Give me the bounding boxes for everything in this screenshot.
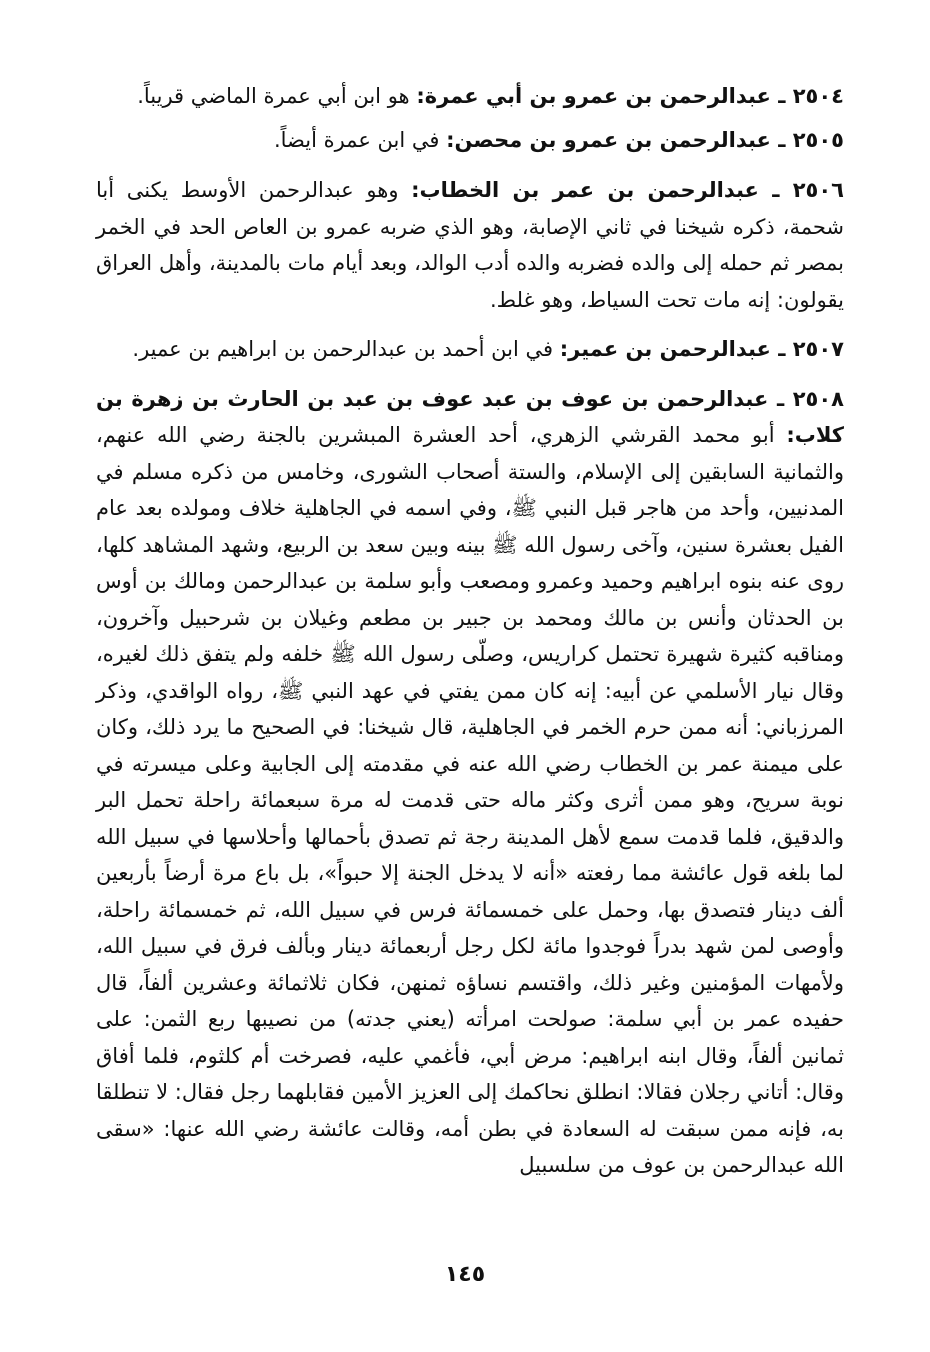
entry-2506: ٢٥٠٦ ـ عبدالرحمن بن عمر بن الخطاب: وهو عبدالرحمن الأوسط يكنى أبا شحمة، ذكره شيخنا في ثاني الإصابة، وهو الذي ضربه عمرو بن العاص الحد في الخمر بمصر ثم حمله إلى والده فضربه والده أدب الوالد، وبعد أيام مات بالمدينة، وأهل العراق يقولون: إنه مات تحت السياط، وهو غلط. xyxy=(96,178,844,312)
entry-number: ٢٥٠٨ xyxy=(792,386,844,411)
entry-2505: ٢٥٠٥ ـ عبدالرحمن بن عمرو بن محصن: في ابن عمرة أيضاً. xyxy=(273,127,844,152)
entry-number: ٢٥٠٧ xyxy=(792,337,844,361)
entry-2507: ٢٥٠٧ ـ عبدالرحمن بن عمير: في ابن أحمد بن عبدالرحمن بن ابراهيم بن عمير. xyxy=(132,337,844,361)
page-number: ١٤٥ xyxy=(444,1262,486,1287)
entry-text: هو ابن أبي عمرة الماضي قريباً. xyxy=(137,84,410,108)
entry-2504: ٢٥٠٤ ـ عبدالرحمن بن عمرو بن أبي عمرة: هو ابن أبي عمرة الماضي قريباً. xyxy=(137,84,844,108)
entry-name: عبدالرحمن بن عوف بن عبد عوف بن عبد بن الحارث بن زهرة بن كلاب: xyxy=(96,386,844,447)
entry-text: في ابن عمرة أيضاً. xyxy=(273,127,440,152)
entry-name: عبدالرحمن بن عمر بن الخطاب: xyxy=(411,178,759,202)
entry-2508: ٢٥٠٨ ـ عبدالرحمن بن عوف بن عبد عوف بن عبد بن الحارث بن زهرة بن كلاب: أبو محمد القرشي الزهري، أحد العشرة المبشرين بالجنة رضي الله عنهم، والثمانية السابقين إلى الإسلام، والستة أصحاب الشورى، وخامس من ذكره مسلم في المدنيين، وأحد من هاجر قبل النبي ﷺ، وفي اسمه في الجاهلية خلاف ومولده بعد عام الفيل بعشرة سنين، وآخى رسول الله ﷺ بينه وبين سعد بن الربيع، وشهد المشاهد كلها، روى عنه بنوه ابراهيم وحميد وعمرو ومصعب وأبو سلمة بن عبدالرحمن ومالك بن أوس بن الحدثان وأنس بن مالك ومحمد بن جبير بن مطعم وغيلان بن شرحبيل وآخرون، ومناقبه كثيرة شهيرة تحتمل كراريس، وصلّى رسول الله ﷺ خلفه ولم يتفق ذلك لغيره، وقال نيار الأسلمي عن أبيه: إنه كان ممن يفتي في عهد النبي ﷺ، رواه الواقدي، وذكر المرزباني: أنه ممن حرم الخمر في الجاهلية، قال شيخنا: في الصحيح ما يرد ذلك، وكان على ميمنة عمر بن الخطاب رضي الله عنه في مقدمته إلى الجابية وعلى ميسرته في نوبة سريح، وهو ممن أثرى وكثر ماله حتى قدمت له مرة سبعمائة راحلة تحمل البر والدقيق، فلما قدمت سمع لأهل المدينة رجة ثم تصدق بأحمالها وأحلاسها في سبيل الله لما بلغه قول عائشة مما رفعته «أنه لا يدخل الجنة إلا حبواً»، بل باع مرة أرضاً بأربعين ألف دينار فتصدق بها، وحمل على خمسمائة فرس في سبيل الله، ثم خمسمائة راحلة، وأوصى لمن شهد بدراً فوجدوا مائة لكل رجل أربعمائة دينار وبألف فرق في سبيل الله، ولأمهات المؤمنين وغير ذلك، واقتسم نساؤه ثمنهن، فكان ثلاثمائة وعشرين ألفاً، قال حفيده عمر بن أبي سلمة: صولحت امرأته (يعني جدته) من نصيبها ربع الثمن: على ثمانين ألفاً، وقال ابنه ابراهيم: مرض أبي، فأغمي عليه، فصرخت أم كلثوم، فلما أفاق وقال: أتاني رجلان فقالا: انطلق نحاكمك إلى العزيز الأمين فقابلهما رجل فقال: لا تنطلقا به، فإنه ممن سبقت له السعادة في بطن أمه، وقالت عائشة رضي الله عنها: «سقى الله عبدالرحمن بن عوف من سلسبيل xyxy=(96,386,844,1177)
entry-name: عبدالرحمن بن عمير: xyxy=(559,337,771,361)
entry-number: ٢٥٠٥ xyxy=(792,127,844,152)
page-body xyxy=(96,70,844,1184)
entry-text: أبو محمد القرشي الزهري، أحد العشرة المبشرين بالجنة رضي الله عنهم، والثمانية السابقين إلى الإسلام، والستة أصحاب الشورى، وخامس من ذكره مسلم في المدنيين، وأحد من هاجر قبل النبي ﷺ، وفي اسمه في الجاهلية خلاف ومولده بعد عام الفيل بعشرة سنين، وآخى رسول الله ﷺ بينه وبين سعد بن الربيع، وشهد المشاهد كلها، روى عنه بنوه ابراهيم وحميد وعمرو ومصعب وأبو سلمة بن عبدالرحمن ومالك بن أوس بن الحدثان وأنس بن مالك ومحمد بن جبير بن مطعم وغيلان بن شرحبيل وآخرون، ومناقبه كثيرة شهيرة تحتمل كراريس، وصلّى رسول الله ﷺ خلفه ولم يتفق ذلك لغيره، وقال نيار الأسلمي عن أبيه: إنه كان ممن يفتي في عهد النبي ﷺ، رواه الواقدي، وذكر المرزباني: أنه ممن حرم الخمر في الجاهلية، قال شيخنا: في الصحيح ما يرد ذلك، وكان على ميمنة عمر بن الخطاب رضي الله عنه في مقدمته إلى الجابية وعلى ميسرته في نوبة سريح، وهو ممن أثرى وكثر ماله حتى قدمت له مرة سبعمائة راحلة تحمل البر والدقيق، فلما قدمت سمع لأهل المدينة رجة ثم تصدق بأحمالها وأحلاسها في سبيل الله لما بلغه قول عائشة مما رفعته «أنه لا يدخل الجنة إلا حبواً»، بل باع مرة أرضاً بأربعين ألف دينار فتصدق بها، وحمل على خمسمائة فرس في سبيل الله، ثم خمسمائة راحلة، وأوصى لمن شهد بدراً فوجدوا مائة لكل رجل أربعمائة دينار وبألف فرق في سبيل الله، ولأمهات المؤمنين وغير ذلك، واقتسم نساؤه ثمنهن، فكان ثلاثمائة وعشرين ألفاً، قال حفيده عمر بن أبي سلمة: صولحت امرأته (يعني جدته) من نصيبها ربع الثمن: على ثمانين ألفاً، وقال ابنه ابراهيم: مرض أبي، فأغمي عليه، فصرخت أم كلثوم، فلما أفاق وقال: أتاني رجلان فقالا: انطلق نحاكمك إلى العزيز الأمين فقابلهما رجل فقال: لا تنطلقا به، فإنه ممن سبقت له السعادة في بطن أمه، وقالت عائشة رضي الله عنها: «سقى الله عبدالرحمن بن عوف من سلسبيل xyxy=(96,423,844,1177)
entry-number: ٢٥٠٤ xyxy=(792,84,844,108)
entry-number: ٢٥٠٦ xyxy=(792,178,844,202)
entry-text: وهو عبدالرحمن الأوسط يكنى أبا شحمة، ذكره شيخنا في ثاني الإصابة، وهو الذي ضربه عمرو بن العاص الحد في الخمر بمصر ثم حمله إلى والده فضربه والده أدب الوالد، وبعد أيام مات بالمدينة، وأهل العراق يقولون: إنه مات تحت السياط، وهو غلط. xyxy=(96,178,844,312)
entry-name: عبدالرحمن بن عمرو بن أبي عمرة: xyxy=(416,84,771,108)
entry-text: في ابن أحمد بن عبدالرحمن بن ابراهيم بن عمير. xyxy=(132,337,554,361)
entry-name: عبدالرحمن بن عمرو بن محصن: xyxy=(446,127,771,152)
